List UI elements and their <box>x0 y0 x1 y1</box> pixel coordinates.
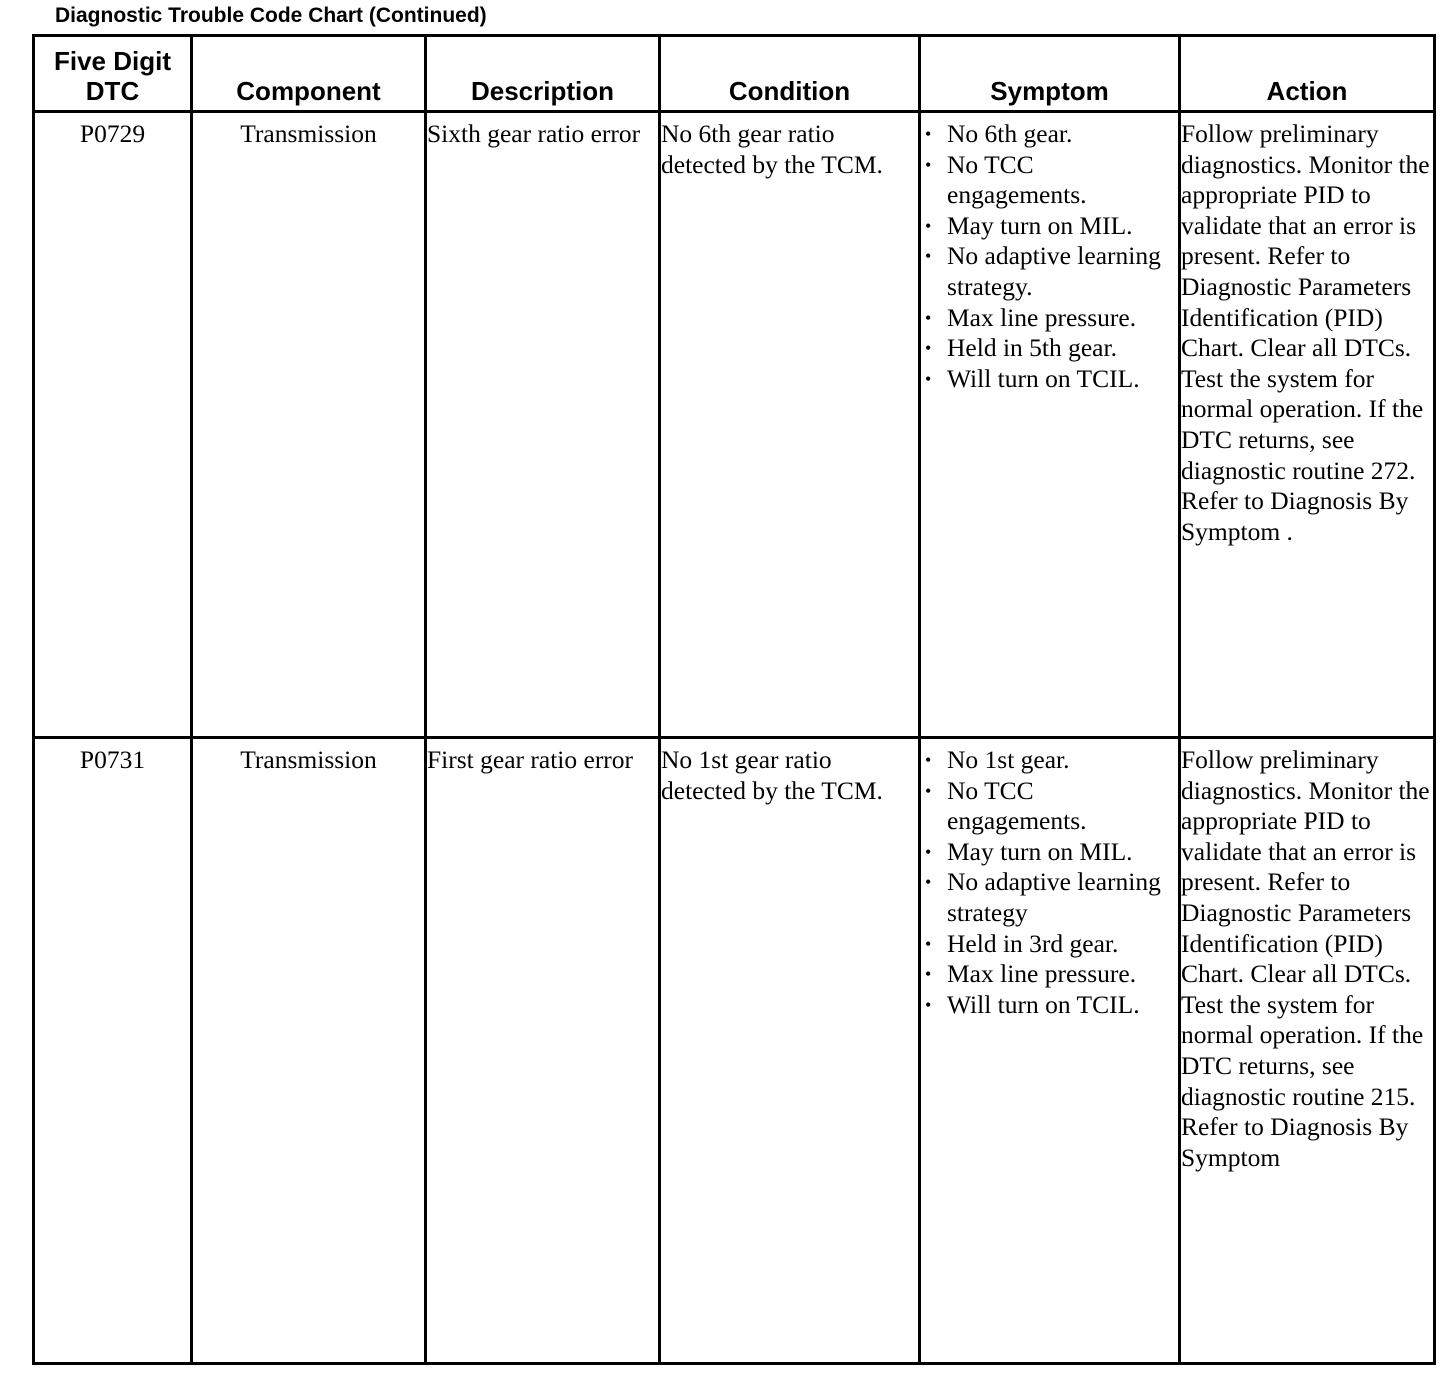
symptom-text: Will turn on TCIL. <box>947 989 1140 1019</box>
dtc-code-cell: P0731 <box>34 738 192 1364</box>
table-row <box>34 738 1435 1364</box>
bullet-icon: • <box>925 964 932 985</box>
symptom-item <box>921 929 1178 960</box>
bullet-icon: • <box>925 872 932 893</box>
table-body <box>34 112 1435 1364</box>
dtc-code-cell: P0729 <box>34 112 192 738</box>
symptom-item <box>921 745 1178 776</box>
bullet-icon: • <box>925 994 932 1015</box>
symptom-text: Max line pressure. <box>947 302 1137 332</box>
header-description: Description <box>426 36 660 112</box>
symptom-item <box>921 959 1178 990</box>
symptom-text: May turn on MIL. <box>947 210 1133 240</box>
symptom-item <box>921 211 1178 242</box>
symptom-text: Max line pressure. <box>947 959 1137 989</box>
condition-cell: No 6th gear ratio detected by the TCM. <box>660 112 920 738</box>
symptom-text: No TCC engagements. <box>947 775 1087 836</box>
symptom-item <box>921 150 1178 211</box>
symptom-cell <box>920 738 1180 1364</box>
bullet-icon: • <box>925 124 932 144</box>
description-cell: First gear ratio error <box>426 738 660 1364</box>
symptom-text: No 6th gear. <box>947 119 1073 148</box>
symptom-item <box>921 333 1178 364</box>
table-row <box>34 112 1435 738</box>
symptom-text: May turn on MIL. <box>947 836 1133 866</box>
header-action: Action <box>1180 36 1435 112</box>
bullet-icon: • <box>925 933 932 954</box>
symptom-text: No adaptive learning strategy. <box>947 241 1161 301</box>
table-header <box>34 36 1435 112</box>
symptom-text: No adaptive learning strategy <box>947 867 1161 927</box>
action-cell: Follow preliminary diagnostics. Monitor the appropriate PID to validate that an error is present. Refer to Diagnostic Parameters Identification (PID) Chart. Clear all DTCs. Test the system for normal operation. If the DTC returns, see diagnostic routine 215. Refer to Diagnosis By Symptom <box>1180 738 1435 1364</box>
symptom-text: No TCC engagements. <box>947 149 1087 210</box>
component-cell: Transmission <box>192 112 426 738</box>
condition-cell: No 1st gear ratio detected by the TCM. <box>660 738 920 1364</box>
page-title: Diagnostic Trouble Code Chart (Continued) <box>55 4 487 27</box>
symptom-text: Will turn on TCIL. <box>947 363 1140 393</box>
symptom-item <box>921 364 1178 395</box>
symptom-item <box>921 990 1178 1021</box>
dtc-chart-table <box>32 34 1436 1365</box>
bullet-icon: • <box>925 780 932 801</box>
symptom-text: Held in 3rd gear. <box>947 928 1119 958</box>
symptom-item <box>921 837 1178 868</box>
header-row <box>34 36 1435 112</box>
description-cell: Sixth gear ratio error <box>426 112 660 738</box>
symptom-item <box>921 867 1178 928</box>
symptom-text: No 1st gear. <box>947 745 1070 774</box>
bullet-icon: • <box>925 307 932 328</box>
bullet-icon: • <box>925 368 932 389</box>
symptom-item <box>921 303 1178 334</box>
bullet-icon: • <box>925 750 932 770</box>
bullet-icon: • <box>925 154 932 175</box>
symptom-cell <box>920 112 1180 738</box>
header-component: Component <box>192 36 426 112</box>
action-cell: Follow preliminary diagnostics. Monitor the appropriate PID to validate that an error is present. Refer to Diagnostic Parameters Identification (PID) Chart. Clear all DTCs. Test the system for normal operation. If the DTC returns, see diagnostic routine 272. Refer to Diagnosis By Symptom . <box>1180 112 1435 738</box>
header-symptom: Symptom <box>920 36 1180 112</box>
header-five-digit-dtc: Five Digit DTC <box>34 36 192 112</box>
bullet-icon: • <box>925 338 932 359</box>
symptom-item <box>921 241 1178 302</box>
bullet-icon: • <box>925 841 932 862</box>
bullet-icon: • <box>925 246 932 267</box>
symptom-item <box>921 119 1178 150</box>
component-cell: Transmission <box>192 738 426 1364</box>
symptom-text: Held in 5th gear. <box>947 333 1117 363</box>
header-condition: Condition <box>660 36 920 112</box>
symptom-list <box>921 745 1178 1020</box>
symptom-item <box>921 776 1178 837</box>
bullet-icon: • <box>925 215 932 236</box>
symptom-list <box>921 119 1178 394</box>
